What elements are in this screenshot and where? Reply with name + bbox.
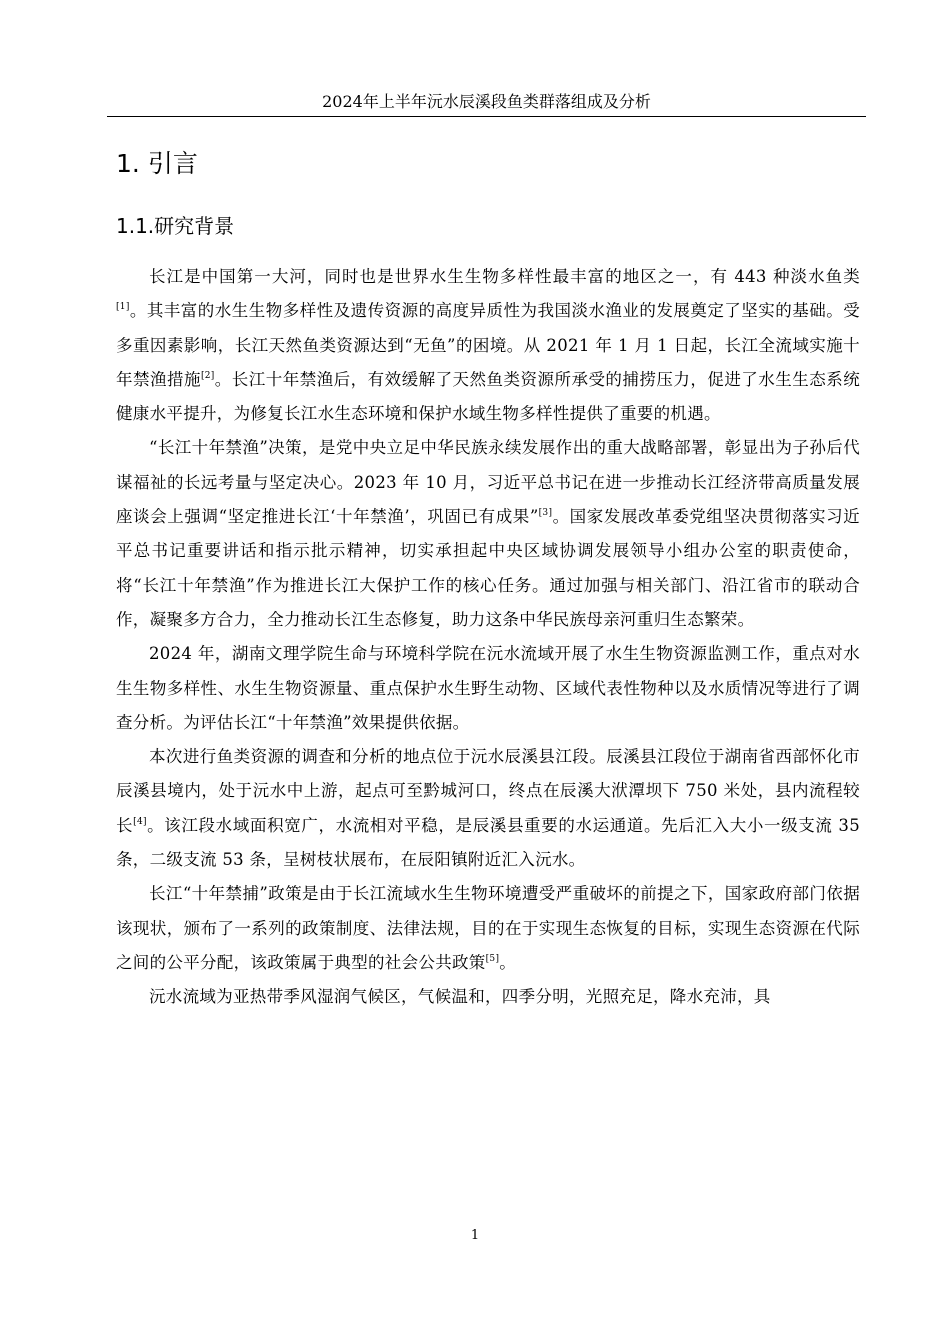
paragraph-3 bbox=[116, 637, 860, 740]
paragraph-text: 。该江段水域面积宽广，水流相对平稳，是辰溪县重要的水运通道。先后汇入大小一级支流 35 条，二级支流 53 条，呈树枝状展布，在辰阳镇附近汇入沅水。 bbox=[116, 815, 860, 870]
paragraph-1 bbox=[116, 260, 860, 431]
paragraph-2 bbox=[116, 431, 860, 637]
paragraph-text: “长江十年禁渔”决策，是党中央立足中华民族永续发展作出的重大战略部署，彰显出为子孙后代谋福祉的长远考量与坚定决心。2023 年 10 月，习近平总书记在进一步推动长江经济带高质量发展座谈会上强调“坚定推进长江‘十年禁渔’，巩固已有成果” bbox=[116, 438, 860, 527]
citation-ref: [5] bbox=[485, 953, 500, 964]
running-header-title: 2024年上半年沅水辰溪段鱼类群落组成及分析 bbox=[322, 92, 651, 111]
paragraph-text: 长江是中国第一大河，同时也是世界水生生物多样性最丰富的地区之一，有 443 种淡水鱼类 bbox=[149, 267, 860, 286]
running-header bbox=[107, 89, 866, 117]
citation-ref: [1] bbox=[116, 302, 130, 313]
paragraph-text: 。国家发展改革委党组坚决贯彻落实习近平总书记重要讲话和指示批示精神，切实承担起中央区域协调发展领导小组办公室的职责使命，将“长江十年禁渔”作为推进长江大保护工作的核心任务。通过加强与相关部门、沿江省市的联动合作，凝聚多方合力，全力推动长江生态修复，助力这条中华民族母亲河重归生态繁荣。 bbox=[116, 507, 860, 629]
paragraph-text: 。长江十年禁渔后，有效缓解了天然鱼类资源所承受的捕捞压力，促进了水生生态系统健康水平提升，为修复长江水生态环境和保护水域生物多样性提供了重要的机遇。 bbox=[116, 369, 861, 424]
subsection-heading bbox=[116, 210, 234, 242]
paragraph-text: 。 bbox=[499, 952, 517, 972]
page-number bbox=[0, 1227, 950, 1245]
paragraph-text: 长江“十年禁捕”政策是由于长江流域水生生物环境遭受严重破坏的前提之下，国家政府部门依据该现状，颁布了一系列的政策制度、法律法规，目的在于实现生态恢复的目标，实现生态资源在代际之间的公平分配，该政策属于典型的社会公共政策 bbox=[116, 884, 860, 972]
paragraph-text: 2024 年，湖南文理学院生命与环境科学院在沅水流域开展了水生生物资源监测工作，重点对水生生物多样性、水生生物资源量、重点保护水生野生动物、区域代表性物种以及水质情况等进行了调查分析。为评估长江“十年禁渔”效果提供依据。 bbox=[116, 644, 860, 732]
subsection-title: 1.1.研究背景 bbox=[116, 214, 235, 238]
paragraph-text: 本次进行鱼类资源的调查和分析的地点位于沅水辰溪县江段。辰溪县江段位于湖南省西部怀化市辰溪县境内，处于沅水中上游，起点可至黔城河口，终点在辰溪大洑潭坝下 750 米处，县内流程较长 bbox=[116, 747, 860, 835]
paragraph-4 bbox=[116, 740, 860, 877]
section-title: 引言 bbox=[147, 149, 198, 178]
paragraph-6 bbox=[116, 980, 860, 1014]
page-number-value: 1 bbox=[470, 1228, 480, 1243]
paragraph-text: 。其丰富的水生生物多样性及遗传资源的高度异质性为我国淡水渔业的发展奠定了坚实的基础。受多重因素影响，长江天然鱼类资源达到“无鱼”的困境。从 2021 年 1 月 1 日起，长江全流域实施十年禁渔措施 bbox=[116, 301, 860, 389]
citation-ref: [2] bbox=[200, 370, 215, 381]
citation-ref: [4] bbox=[133, 816, 147, 827]
body-text bbox=[116, 260, 860, 1015]
citation-ref: [3] bbox=[538, 508, 553, 519]
paragraph-text: 沅水流域为亚热带季风湿润气候区，气候温和，四季分明，光照充足，降水充沛，具 bbox=[149, 987, 771, 1007]
section-heading bbox=[116, 146, 198, 182]
paragraph-5 bbox=[116, 877, 860, 980]
section-number: 1. bbox=[116, 149, 140, 178]
